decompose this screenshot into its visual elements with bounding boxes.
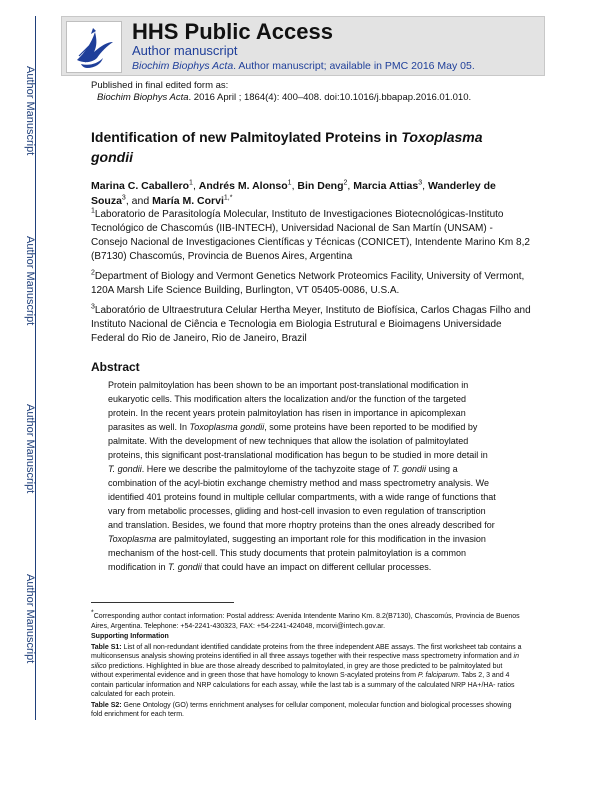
- article-title-text: Identification of new Palmitoylated Proteins in: [91, 129, 402, 145]
- hhs-eagle-logo: [66, 21, 122, 73]
- abstract-text: , some proteins have been reported to be modified by palmitate. With the development of new techniques that allow the isolation of palmitoylated proteins, this significant post-translational modification has begun to be studied in more detail in: [108, 422, 488, 460]
- affiliation-2: [91, 270, 531, 298]
- sidebar-label-author-manuscript: Author Manuscript: [24, 574, 36, 664]
- availability-text: . Author manuscript; available in PMC 2016 May 05.: [233, 60, 475, 72]
- supporting-info-heading-text: Supporting Information: [91, 633, 169, 640]
- author-separator: ,: [347, 180, 354, 192]
- table-s1-note: [91, 643, 523, 700]
- author-affiliation-mark: 3: [121, 194, 126, 202]
- sidebar-label-author-manuscript: Author Manuscript: [24, 404, 36, 494]
- affiliation-1: [91, 208, 531, 264]
- table-s2-label: Table S2:: [91, 701, 122, 709]
- author-name: Bin Deng: [297, 180, 344, 192]
- journal-availability-line: [132, 60, 475, 72]
- author-affiliation-mark: 3: [418, 179, 423, 187]
- affiliation-number: 3: [91, 303, 95, 311]
- abstract-heading: Abstract: [91, 360, 140, 374]
- author-name: Marcia Attias: [353, 180, 419, 192]
- article-title-species: Toxoplasma gondii: [91, 129, 483, 165]
- author-separator: , and: [125, 195, 153, 207]
- author-separator: ,: [422, 180, 428, 192]
- abstract-text: are palmitoylated, suggesting an important role for this modification in the invasion mechanism of the host-cell. This study documents that protein palmitoylation is a common modification in: [108, 534, 486, 572]
- journal-name: Biochim Biophys Acta: [132, 60, 234, 72]
- author-name: María M. Corvi: [152, 195, 224, 207]
- abstract-species: Toxoplasma gondii: [189, 422, 265, 432]
- author-manuscript-label: Author manuscript: [132, 43, 238, 58]
- affiliation-number: 1: [91, 207, 95, 215]
- abstract-text: using a combination of the acyl-biotin exchange chemistry method and mass spectrometry analysis. We identified 401 proteins found in multiple cellular compartments, with a wide range of functions that vary from metabolic processes, gliding and host-cell invasion to even regulation of transcription and translation. Besides, we found that more rhoptry proteins than the ones already described for: [108, 464, 496, 530]
- table-s1-label: Table S1:: [91, 643, 122, 651]
- author-list: [91, 179, 531, 209]
- sidebar-label-author-manuscript: Author Manuscript: [24, 66, 36, 156]
- author-name: Marina C. Caballero: [91, 180, 190, 192]
- abstract-species: Toxoplasma: [108, 534, 157, 544]
- author-affiliation-mark: 1: [189, 179, 193, 187]
- author-separator: ,: [291, 180, 298, 192]
- citation-line: [97, 92, 471, 103]
- author-separator: ,: [192, 180, 199, 192]
- table-s1-text: . Tabs 2, 3 and 4 contain particular information and NRP calculations for each assay, while the last tab is a summary of the calculated NRP HA+/HA- ratios calculated for each protein.: [91, 672, 515, 698]
- abstract-species: T. gondii: [392, 464, 427, 474]
- author-affiliation-mark: 1: [287, 179, 292, 187]
- table-s2-note: [91, 701, 523, 720]
- table-s2-text: Gene Ontology (GO) terms enrichment analyses for cellular component, molecular function and biological processes showing fold enrichment for each term.: [91, 701, 512, 718]
- footnotes: [91, 609, 523, 721]
- author-name: Andrés M. Alonso: [198, 180, 288, 192]
- hhs-public-access-banner: [61, 16, 545, 76]
- table-s1-italic: P. falciparum: [417, 672, 458, 679]
- corresponding-author-text: Corresponding author contact information: Postal address: Avenida Intendente Marino Km. 8.2(B7130), Chascomús, Provincia de Buenos Aires, Argentina. Telephone: +54-2241-430323, FAX: +54-2241-424048, mcorvi@intech.gov.ar.: [91, 613, 520, 630]
- table-s1-italic: in silico: [91, 653, 519, 670]
- affiliation-number: 2: [91, 269, 95, 277]
- affiliation-text: Department of Biology and Vermont Genetics Network Proteomics Facility, University of Vermont, 120A Marsh Life Science Building, Burlington, VT 05405-0086, U.S.A.: [91, 271, 525, 296]
- article-title: [91, 127, 521, 167]
- abstract-text: Protein palmitoylation has been shown to be an important post-translational modification in eukaryotic cells. This modification alters the localization and/or the function of the targeted protein. In the recent years protein palmitoylation has risen in importance in apicomplexan parasites as well. In: [108, 380, 469, 432]
- hhs-public-access-title: HHS Public Access: [132, 19, 333, 44]
- abstract-text: . Here we describe the palmitoylome of the tachyzoite stage of: [141, 464, 393, 474]
- table-s1-text: List of all non-redundant identified candidate proteins from the three independent ABE assays. The first worksheet tab contains a multiconsensus analysis showing proteins identified in all three assays together with their respective mass spectrometry information and: [91, 643, 522, 660]
- citation-journal: Biochim Biophys Acta: [97, 92, 189, 103]
- abstract-species: T. gondii: [108, 464, 142, 474]
- abstract-body: [108, 378, 496, 574]
- author-name: Wanderley de Souza: [91, 180, 496, 207]
- sidebar-label-author-manuscript: Author Manuscript: [24, 236, 36, 326]
- affiliation-3: [91, 304, 531, 346]
- supporting-info-heading: [91, 632, 523, 642]
- published-in-label: Published in final edited form as:: [91, 80, 229, 91]
- footnote-divider: [91, 602, 234, 603]
- abstract-species: T. gondii: [168, 562, 202, 572]
- author-affiliation-mark: 2: [343, 179, 348, 187]
- author-affiliation-mark: 1,*: [223, 194, 233, 202]
- affiliation-text: Laboratorio de Parasitología Molecular, Instituto de Investigaciones Biotecnológicas-Instituto Tecnológico de Chascomús (IIB-INTECH), Universidad Nacional de San Martín (UNSAM) - Consejo Nacional de Investigaciones Científicas y Técnicas (CONICET), Intendente Marino Km 8,2 (B7130) Chascomús, Provincia de Buenos Aires, Argentina: [91, 209, 530, 262]
- corresponding-mark: *: [91, 609, 94, 617]
- corresponding-author-note: [91, 609, 523, 631]
- affiliation-text: Laboratório de Ultraestrutura Celular Hertha Meyer, Instituto de Biofísica, Carlos Chagas Filho and Instituto Nacional de Ciência e Tecnologia em Biologia Estrutural e Bioimagens Universidade Federal do Rio de Janeiro, Rio de Janeiro, Brazil: [91, 305, 531, 344]
- table-s1-text: predictions. Highlighted in blue are those already described to palmitoylated, in grey are those predicted to be palmitoylated but without experimental evidence and in green those that have homology to known S-acylated proteins from: [91, 662, 503, 679]
- citation-details: . 2016 April ; 1864(4): 400–408. doi:10.1016/j.bbapap.2016.01.010.: [188, 92, 472, 103]
- abstract-text: that could have an impact on different cellular processes.: [201, 562, 432, 572]
